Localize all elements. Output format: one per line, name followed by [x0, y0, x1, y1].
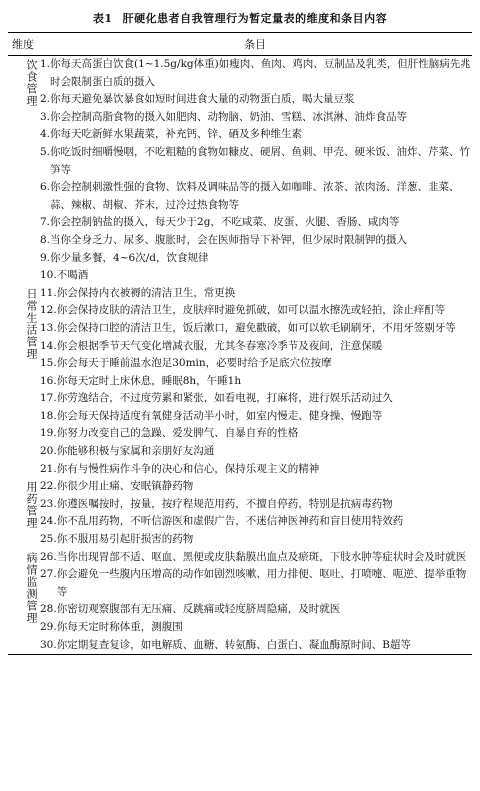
item-number: 8.	[40, 233, 51, 246]
item-row	[40, 390, 472, 408]
dimension-group	[8, 478, 472, 548]
item-number: 13.	[40, 321, 57, 334]
item-number: 29.	[40, 621, 57, 633]
header-item: 条目	[244, 38, 266, 51]
item-number: 3.	[40, 110, 51, 123]
table-title-text: 肝硬化患者自我管理行为暂定量表的维度和条目内容	[122, 12, 388, 25]
item-row	[40, 179, 472, 214]
item-number: 19.	[40, 427, 57, 440]
dimension-group	[8, 285, 472, 479]
item-number: 20.	[40, 445, 57, 458]
item-row	[40, 549, 472, 567]
item-text: 你会保持皮肤的清洁卫生，皮肤痒时避免抓破，如可以温水擦洗或轻拍，涂止痒酊等	[56, 304, 446, 317]
item-list	[38, 478, 472, 548]
item-text: 你密切观察腹部有无压痛、反跳痛或轻度脐周隐痛，及时就医	[56, 603, 341, 616]
item-text: 不喝酒	[56, 269, 89, 282]
item-text: 当你出现胃部不适、呕血、黑便或皮肤黏膜出血点及瘀斑，下肢水肿等症状时会及时就医	[56, 550, 467, 563]
item-row	[40, 566, 472, 601]
item-number: 17.	[40, 392, 57, 405]
item-text: 你会每天于睡前温水泡足30min，必要时给予足底穴位按摩	[56, 357, 332, 370]
item-number: 6.	[40, 181, 51, 194]
item-number: 5.	[40, 145, 51, 158]
item-text: 你会保持内衣被褥的清洁卫生，常更换	[56, 286, 236, 299]
item-text: 你每天定时称体重，测腹围	[56, 621, 183, 633]
item-text: 你劳逸结合，不过度劳累和紧张，如看电视，打麻将，进行娱乐活动过久	[56, 392, 393, 405]
item-text: 你很少用止痛、安眠镇静药物	[56, 480, 194, 493]
item-number: 1.	[40, 58, 51, 70]
item-text: 你有与慢性病作斗争的决心和信心，保持乐观主义的精神	[56, 462, 320, 475]
item-text: 你会每天保持适度有氧健身活动半小时，如室内慢走、健身操、慢跑等	[56, 409, 383, 422]
item-text: 你会控制高脂食物的摄入如肥肉、动物脑、奶油、雪糕、冰淇淋、油炸食品等	[50, 110, 408, 123]
item-list	[38, 549, 472, 655]
item-row	[40, 232, 472, 250]
item-number: 12.	[40, 304, 57, 317]
item-row	[40, 109, 472, 127]
item-row	[40, 267, 472, 285]
item-number: 16.	[40, 374, 57, 387]
item-number: 9.	[40, 251, 51, 264]
item-row	[40, 461, 472, 479]
item-text: 你不服用易引起肝损害的药物	[56, 533, 194, 546]
table-title	[8, 10, 472, 26]
item-row	[40, 496, 472, 514]
item-number: 24.	[40, 515, 57, 528]
item-row	[40, 126, 472, 144]
item-row	[40, 443, 472, 461]
item-number: 30.	[40, 638, 57, 651]
item-row	[40, 320, 472, 338]
item-row	[40, 91, 472, 109]
item-row	[40, 408, 472, 426]
item-number: 11.	[40, 286, 57, 299]
item-number: 23.	[40, 497, 57, 510]
item-text: 你会控制钠盐的摄入，每天少于2g，不吃咸菜、皮蛋、火腿、香肠、咸肉等	[50, 216, 400, 229]
item-text: 你吃饭时细嚼慢咽，不吃粗糙的食物如糠皮、硬屑、鱼刺、甲壳、硬米饭、油炸、芹菜、竹笋等	[50, 145, 471, 176]
item-row	[40, 478, 472, 496]
item-number: 21.	[40, 462, 57, 475]
item-text: 你定期复查复诊，如电解质、血糖、转氨酶、白蛋白、凝血酶原时间、B超等	[56, 638, 411, 651]
item-text: 你努力改变自己的急躁、爱发脾气、自暴自弃的性格	[56, 427, 299, 440]
item-number: 26.	[40, 550, 57, 563]
item-row	[40, 302, 472, 320]
item-number: 7.	[40, 216, 51, 229]
item-text: 你会避免一些腹内压增高的动作如剧烈咳嗽、用力排便、呕吐、打喷嚏、呃逆、提举重物等	[56, 568, 467, 598]
item-text: 你每天定时上床休息，睡眠8h，午睡1h	[56, 374, 242, 387]
item-text: 你少量多餐，4~6次/d，饮食规律	[50, 251, 209, 264]
item-row	[40, 250, 472, 268]
item-list	[38, 285, 472, 479]
item-row	[40, 355, 472, 373]
item-text: 你不乱用药物，不听信游医和虚假广告，不迷信神医神药和盲目使用特效药	[56, 515, 404, 528]
item-row	[40, 637, 472, 655]
dimension-group	[8, 56, 472, 285]
item-text: 当你全身乏力、尿多、腹胀时，会在医师指导下补钾，但少尿时限制钾的摄入	[50, 233, 408, 246]
item-text: 你会保持口腔的清洁卫生，饭后漱口，避免戳破，如可以软毛刷刷牙，不用牙签剔牙等	[56, 321, 456, 334]
dimension-label: 饮食管理	[25, 59, 38, 107]
item-row	[40, 601, 472, 619]
item-number: 27.	[40, 568, 57, 581]
item-row	[40, 513, 472, 531]
item-number: 18.	[40, 409, 57, 422]
table-number: 表1	[92, 12, 113, 25]
item-text: 你会控制刺激性强的食物、饮料及调味品等的摄入如咖啡、浓茶、浓肉汤、洋葱、韭菜、蒜、辣椒、胡椒、芥末，过冷过热食物等	[50, 181, 460, 211]
item-text: 你每天高蛋白饮食(1~1.5g/kg体重)如瘦肉、鱼肉、鸡肉、豆制品及乳类，但肝性脑病先兆时会限制蛋白质的摄入	[50, 58, 471, 88]
dimension-label: 日常生活管理	[25, 287, 38, 360]
item-row	[40, 338, 472, 356]
item-number: 4.	[40, 128, 51, 141]
item-row	[40, 373, 472, 391]
item-row	[40, 56, 472, 91]
item-number: 22.	[40, 480, 57, 493]
table-body	[8, 56, 472, 654]
item-number: 14.	[40, 339, 57, 352]
item-number: 25.	[40, 533, 57, 546]
dimension-label: 用药管理	[25, 481, 38, 530]
item-text: 你每天吃新鲜水果蔬菜，补充钙、锌、硒及多种维生素	[50, 128, 303, 141]
item-row	[40, 531, 472, 549]
bottom-rule	[8, 654, 472, 655]
item-text: 你能够积极与家属和亲朋好友沟通	[56, 445, 215, 458]
item-list	[38, 56, 472, 285]
item-row	[40, 214, 472, 232]
item-row	[40, 285, 472, 303]
dimension-group	[8, 549, 472, 655]
item-text: 你会根据季节天气变化增减衣服，尤其冬春寒冷季节及夜间，注意保暖	[56, 339, 383, 352]
item-text: 你遵医嘱按时，按量，按疗程规范用药，不擅自停药，特别是抗病毒药物	[56, 497, 393, 510]
item-text: 你每天避免暴饮暴食如短时间进食大量的动物蛋白质，喝大量豆浆	[50, 93, 355, 106]
table-header-row	[8, 33, 472, 55]
item-number: 15.	[40, 357, 57, 370]
item-row	[40, 144, 472, 179]
item-row	[40, 619, 472, 637]
item-row	[40, 425, 472, 443]
header-dimension: 维度	[12, 38, 34, 51]
dimension-label: 病情监测管理	[25, 551, 38, 624]
item-number: 10.	[40, 269, 57, 282]
item-number: 28.	[40, 603, 57, 616]
item-number: 2.	[40, 93, 51, 106]
